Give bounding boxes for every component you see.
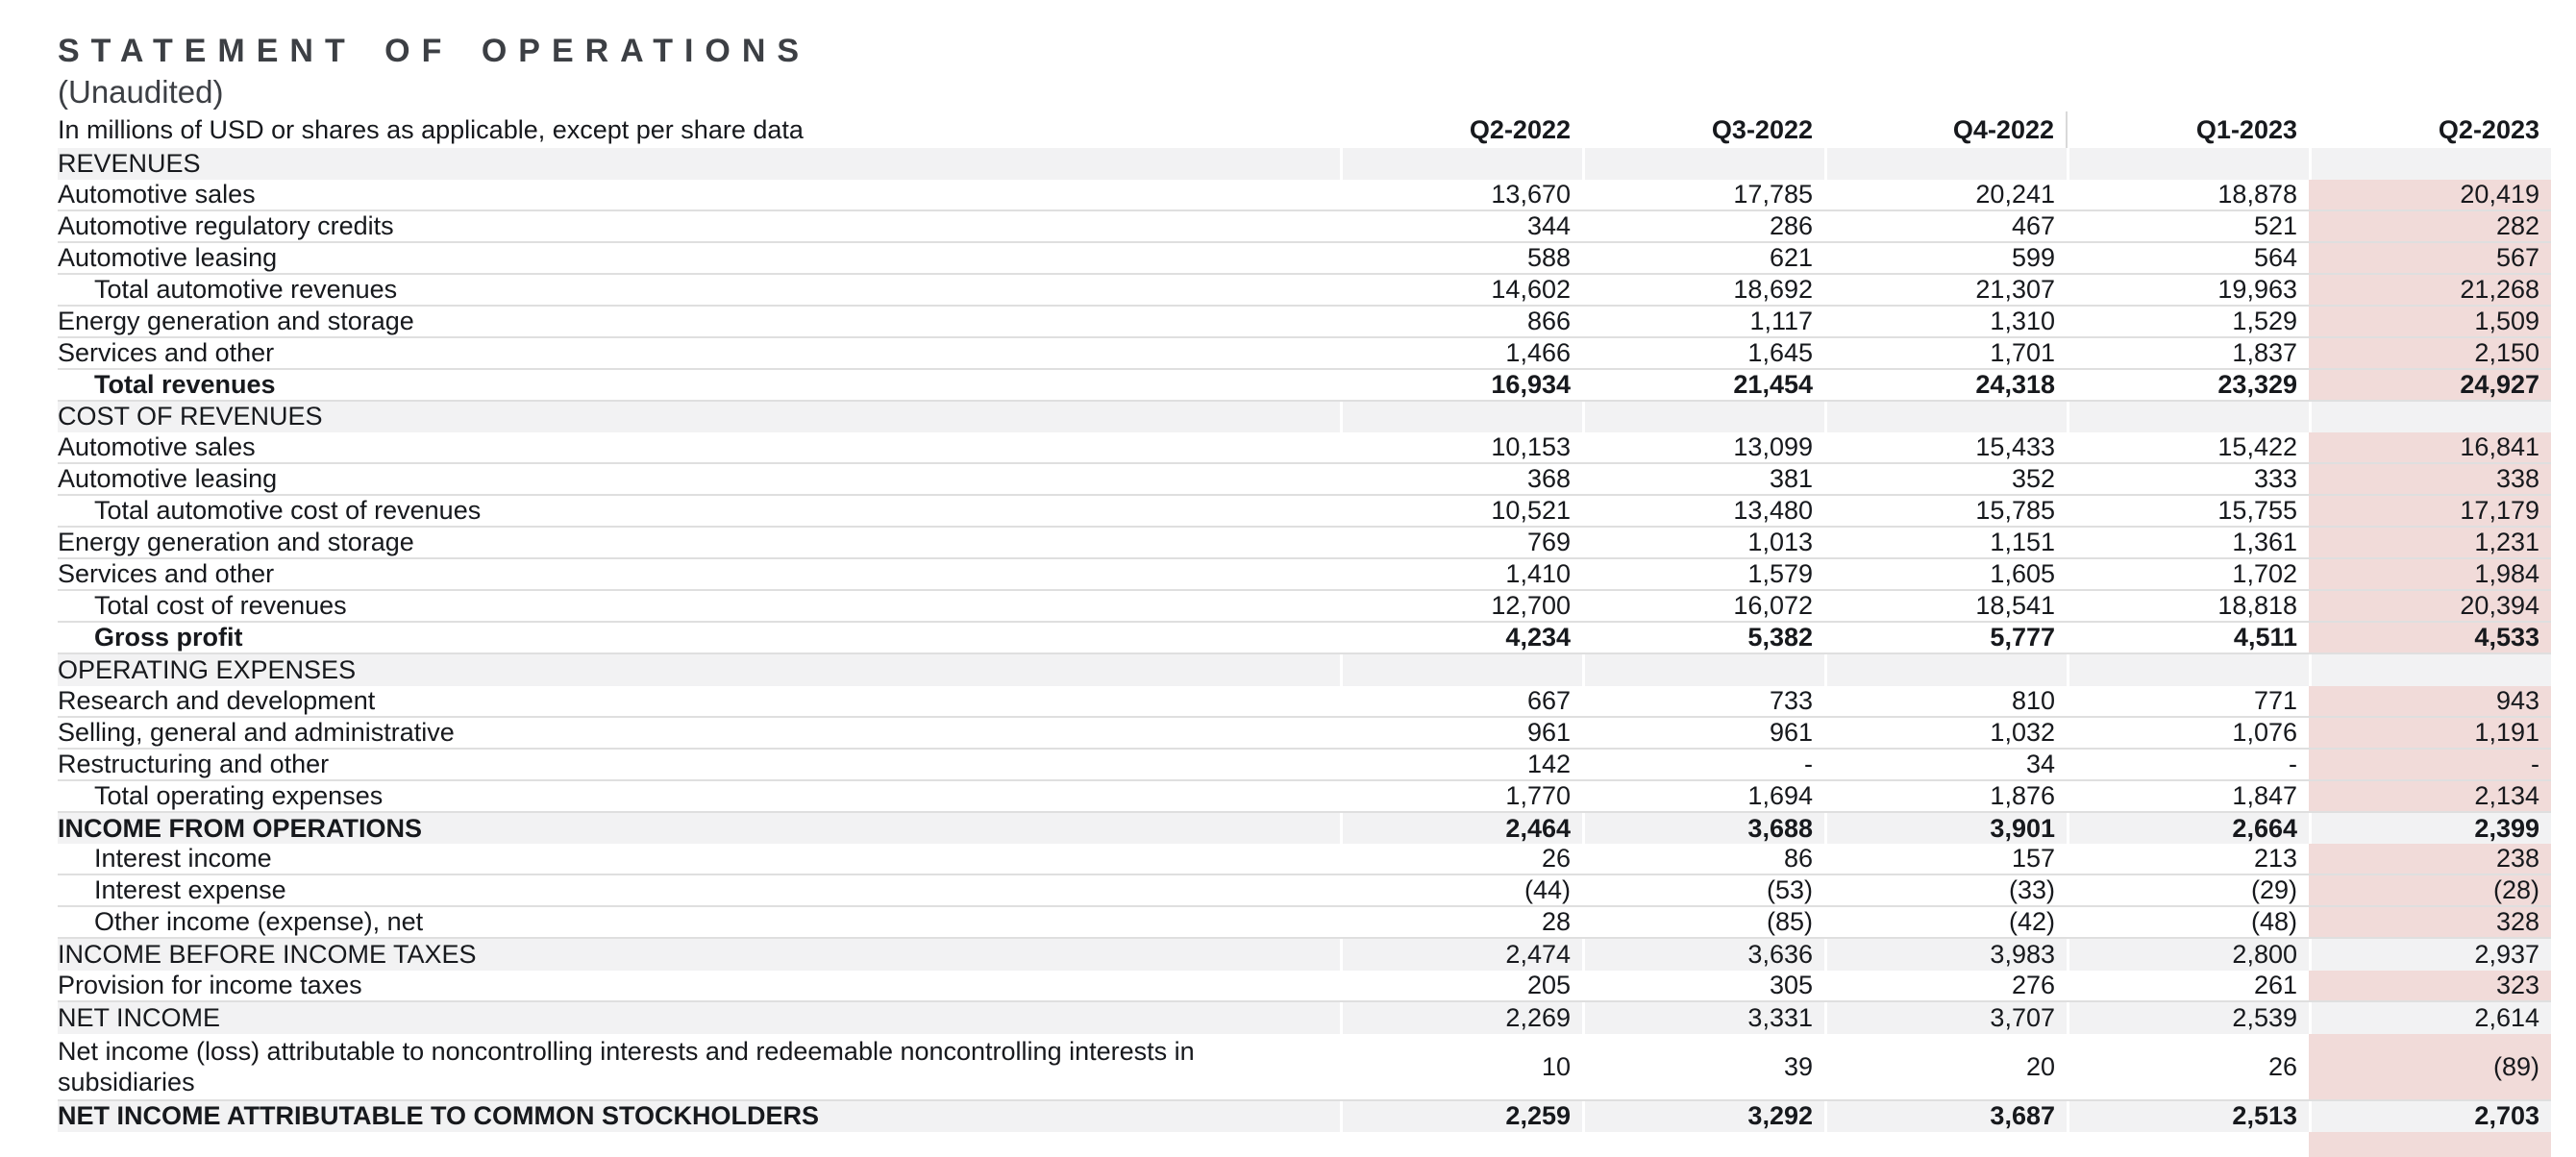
cell-value: 2,800 — [2067, 938, 2309, 971]
cell-value: 381 — [1582, 463, 1824, 495]
cell-value: 1,466 — [1340, 337, 1582, 369]
cell-value-highlighted: 323 — [2309, 971, 2551, 1001]
row-label: Automotive sales — [58, 180, 1340, 210]
section-label: COST OF REVENUES — [58, 401, 1340, 433]
cell-value-highlighted: (89) — [2309, 1034, 2551, 1100]
table-row — [58, 874, 2551, 906]
highlight-column-overflow-row — [58, 1132, 2551, 1157]
cell-value-highlighted: 2,134 — [2309, 780, 2551, 812]
page-title: STATEMENT OF OPERATIONS — [58, 33, 811, 69]
cell-value-highlighted: 20,394 — [2309, 590, 2551, 622]
cell-value: (42) — [1824, 906, 2067, 938]
row-label: Automotive regulatory credits — [58, 210, 1340, 242]
cell-value-highlighted: 2,399 — [2309, 812, 2551, 845]
row-label: Gross profit — [58, 622, 1340, 653]
cell-value: 1,361 — [2067, 527, 2309, 558]
cell-value: 1,151 — [1824, 527, 2067, 558]
section-label: NET INCOME — [58, 1001, 1340, 1034]
unit-note: In millions of USD or shares as applicable, except per share data — [58, 114, 804, 144]
table-row — [58, 527, 2551, 558]
table-row — [58, 558, 2551, 590]
cell-value — [1340, 401, 1582, 433]
cell-value-highlighted: 1,191 — [2309, 717, 2551, 749]
cell-value: 157 — [1824, 844, 2067, 874]
cell-value: 368 — [1340, 463, 1582, 495]
row-label: Total automotive revenues — [58, 274, 1340, 306]
cell-value: 13,480 — [1582, 495, 1824, 527]
cell-value: 1,694 — [1582, 780, 1824, 812]
cell-value: 2,513 — [2067, 1100, 2309, 1133]
cell-value: (44) — [1340, 874, 1582, 906]
cell-value: 1,876 — [1824, 780, 2067, 812]
cell-value — [1824, 148, 2067, 180]
cell-value-highlighted: 2,150 — [2309, 337, 2551, 369]
cell-value: 3,331 — [1582, 1001, 1824, 1034]
cell-value: 588 — [1340, 242, 1582, 274]
table-row — [58, 242, 2551, 274]
cell-value: 5,777 — [1824, 622, 2067, 653]
cell-value: 1,310 — [1824, 306, 2067, 337]
empty-cell — [58, 1132, 1340, 1157]
row-label: Automotive sales — [58, 432, 1340, 463]
cell-value: 1,702 — [2067, 558, 2309, 590]
row-label: Interest expense — [58, 874, 1340, 906]
row-label: Total operating expenses — [58, 780, 1340, 812]
cell-value: 3,901 — [1824, 812, 2067, 845]
cell-value-highlighted — [2309, 148, 2551, 180]
cell-value-highlighted: - — [2309, 749, 2551, 780]
cell-value: 305 — [1582, 971, 1824, 1001]
cell-value: 18,692 — [1582, 274, 1824, 306]
cell-value-highlighted: 24,927 — [2309, 369, 2551, 401]
cell-value: 1,645 — [1582, 337, 1824, 369]
cell-value: 352 — [1824, 463, 2067, 495]
cell-value: 20,241 — [1824, 180, 2067, 210]
table-row — [58, 210, 2551, 242]
section-label: INCOME BEFORE INCOME TAXES — [58, 938, 1340, 971]
cell-value: 733 — [1582, 686, 1824, 717]
cell-value-highlighted: 282 — [2309, 210, 2551, 242]
cell-value-highlighted: 17,179 — [2309, 495, 2551, 527]
cell-value: 15,422 — [2067, 432, 2309, 463]
cell-value: 2,259 — [1340, 1100, 1582, 1133]
section-band-row — [58, 1001, 2551, 1034]
cell-value: - — [1582, 749, 1824, 780]
section-band-row — [58, 401, 2551, 433]
cell-value: 2,474 — [1340, 938, 1582, 971]
cell-value: 10 — [1340, 1034, 1582, 1100]
cell-value: (85) — [1582, 906, 1824, 938]
cell-value-highlighted: 16,841 — [2309, 432, 2551, 463]
cell-value: 769 — [1340, 527, 1582, 558]
cell-value: 86 — [1582, 844, 1824, 874]
cell-value — [2067, 653, 2309, 686]
cell-value: 18,818 — [2067, 590, 2309, 622]
cell-value-highlighted: 2,937 — [2309, 938, 2551, 971]
cell-value: 15,785 — [1824, 495, 2067, 527]
header-row — [58, 111, 2551, 148]
cell-value-highlighted: 567 — [2309, 242, 2551, 274]
empty-cell — [2067, 1132, 2309, 1157]
section-band-row — [58, 1100, 2551, 1133]
table-row — [58, 906, 2551, 938]
cell-value: (33) — [1824, 874, 2067, 906]
cell-value-highlighted: 1,984 — [2309, 558, 2551, 590]
cell-value: 4,234 — [1340, 622, 1582, 653]
cell-value: 142 — [1340, 749, 1582, 780]
table-row — [58, 463, 2551, 495]
cell-value — [2067, 148, 2309, 180]
cell-value: 12,700 — [1340, 590, 1582, 622]
section-label: NET INCOME ATTRIBUTABLE TO COMMON STOCKHOLDERS — [58, 1100, 1340, 1133]
cell-value: 15,433 — [1824, 432, 2067, 463]
section-band-row — [58, 148, 2551, 180]
row-label: Energy generation and storage — [58, 306, 1340, 337]
row-label: Total automotive cost of revenues — [58, 495, 1340, 527]
row-label: Research and development — [58, 686, 1340, 717]
cell-value: 16,934 — [1340, 369, 1582, 401]
cell-value: 19,963 — [2067, 274, 2309, 306]
cell-value: 1,701 — [1824, 337, 2067, 369]
row-label: Total cost of revenues — [58, 590, 1340, 622]
cell-value: 10,153 — [1340, 432, 1582, 463]
cell-value-highlighted: 1,509 — [2309, 306, 2551, 337]
table-row — [58, 686, 2551, 717]
cell-value: 17,785 — [1582, 180, 1824, 210]
cell-value: 1,076 — [2067, 717, 2309, 749]
table-row — [58, 369, 2551, 401]
cell-value: (29) — [2067, 874, 2309, 906]
table-row — [58, 780, 2551, 812]
cell-value: 10,521 — [1340, 495, 1582, 527]
row-label: Total revenues — [58, 369, 1340, 401]
row-label: Services and other — [58, 558, 1340, 590]
row-label: Energy generation and storage — [58, 527, 1340, 558]
cell-value: 2,664 — [2067, 812, 2309, 845]
cell-value: 13,670 — [1340, 180, 1582, 210]
cell-value: 1,847 — [2067, 780, 2309, 812]
cell-value-highlighted: 338 — [2309, 463, 2551, 495]
section-band-row — [58, 938, 2551, 971]
cell-value: 21,307 — [1824, 274, 2067, 306]
cell-value: 16,072 — [1582, 590, 1824, 622]
cell-value-highlighted: 20,419 — [2309, 180, 2551, 210]
empty-cell — [1582, 1132, 1824, 1157]
cell-value: 1,579 — [1582, 558, 1824, 590]
cell-value: 2,269 — [1340, 1001, 1582, 1034]
row-label: Automotive leasing — [58, 463, 1340, 495]
cell-value-highlighted: 4,533 — [2309, 622, 2551, 653]
column-header-q2-2022: Q2-2022 — [1469, 114, 1571, 144]
table-row — [58, 590, 2551, 622]
cell-value — [1582, 148, 1824, 180]
highlight-column-overflow — [2309, 1132, 2551, 1157]
cell-value: 771 — [2067, 686, 2309, 717]
cell-value: 14,602 — [1340, 274, 1582, 306]
section-label: OPERATING EXPENSES — [58, 653, 1340, 686]
row-label: Restructuring and other — [58, 749, 1340, 780]
cell-value: (53) — [1582, 874, 1824, 906]
cell-value — [1582, 653, 1824, 686]
cell-value: 667 — [1340, 686, 1582, 717]
cell-value: 599 — [1824, 242, 2067, 274]
cell-value: 344 — [1340, 210, 1582, 242]
table-row — [58, 717, 2551, 749]
empty-cell — [1824, 1132, 2067, 1157]
cell-value: 3,636 — [1582, 938, 1824, 971]
table-row — [58, 749, 2551, 780]
empty-cell — [1340, 1132, 1582, 1157]
cell-value: 1,013 — [1582, 527, 1824, 558]
section-label: INCOME FROM OPERATIONS — [58, 812, 1340, 845]
cell-value — [1824, 653, 2067, 686]
table-row — [58, 1034, 2551, 1100]
cell-value — [1582, 401, 1824, 433]
cell-value: 28 — [1340, 906, 1582, 938]
cell-value: 1,529 — [2067, 306, 2309, 337]
table-row — [58, 306, 2551, 337]
column-header-q2-2023: Q2-2023 — [2438, 114, 2539, 144]
table-row — [58, 432, 2551, 463]
cell-value: 5,382 — [1582, 622, 1824, 653]
cell-value: 18,878 — [2067, 180, 2309, 210]
cell-value: 1,770 — [1340, 780, 1582, 812]
cell-value: 1,837 — [2067, 337, 2309, 369]
table-row — [58, 274, 2551, 306]
section-band-row — [58, 653, 2551, 686]
cell-value: 20 — [1824, 1034, 2067, 1100]
cell-value: 34 — [1824, 749, 2067, 780]
table-row — [58, 180, 2551, 210]
statement-table — [58, 111, 2551, 1157]
cell-value: 23,329 — [2067, 369, 2309, 401]
table-row — [58, 844, 2551, 874]
cell-value: 213 — [2067, 844, 2309, 874]
cell-value: 205 — [1340, 971, 1582, 1001]
cell-value: 961 — [1582, 717, 1824, 749]
cell-value: 18,541 — [1824, 590, 2067, 622]
column-header-q3-2022: Q3-2022 — [1711, 114, 1813, 144]
cell-value: 1,032 — [1824, 717, 2067, 749]
cell-value — [1824, 401, 2067, 433]
cell-value: 1,605 — [1824, 558, 2067, 590]
cell-value: - — [2067, 749, 2309, 780]
table-row — [58, 337, 2551, 369]
cell-value: 467 — [1824, 210, 2067, 242]
cell-value-highlighted — [2309, 401, 2551, 433]
row-label: Interest income — [58, 844, 1340, 874]
cell-value-highlighted: 21,268 — [2309, 274, 2551, 306]
page-subtitle: (Unaudited) — [58, 74, 224, 110]
cell-value-highlighted: 1,231 — [2309, 527, 2551, 558]
cell-value: 286 — [1582, 210, 1824, 242]
cell-value: 621 — [1582, 242, 1824, 274]
cell-value: 333 — [2067, 463, 2309, 495]
cell-value: 26 — [1340, 844, 1582, 874]
cell-value — [1340, 653, 1582, 686]
cell-value: 564 — [2067, 242, 2309, 274]
cell-value: 26 — [2067, 1034, 2309, 1100]
cell-value: 13,099 — [1582, 432, 1824, 463]
cell-value: 276 — [1824, 971, 2067, 1001]
row-label: Provision for income taxes — [58, 971, 1340, 1001]
cell-value: 961 — [1340, 717, 1582, 749]
cell-value: 3,983 — [1824, 938, 2067, 971]
cell-value-highlighted: 2,703 — [2309, 1100, 2551, 1133]
cell-value-highlighted: 328 — [2309, 906, 2551, 938]
cell-value: 24,318 — [1824, 369, 2067, 401]
cell-value: 3,292 — [1582, 1100, 1824, 1133]
cell-value-highlighted: (28) — [2309, 874, 2551, 906]
table-row — [58, 971, 2551, 1001]
cell-value — [2067, 401, 2309, 433]
cell-value-highlighted: 238 — [2309, 844, 2551, 874]
table-row — [58, 495, 2551, 527]
cell-value: 866 — [1340, 306, 1582, 337]
row-label: Automotive leasing — [58, 242, 1340, 274]
cell-value: 4,511 — [2067, 622, 2309, 653]
cell-value: 261 — [2067, 971, 2309, 1001]
cell-value: 2,539 — [2067, 1001, 2309, 1034]
cell-value: 2,464 — [1340, 812, 1582, 845]
cell-value — [1340, 148, 1582, 180]
cell-value: 521 — [2067, 210, 2309, 242]
cell-value: 15,755 — [2067, 495, 2309, 527]
row-label: Services and other — [58, 337, 1340, 369]
section-band-row — [58, 812, 2551, 845]
cell-value: 810 — [1824, 686, 2067, 717]
cell-value-highlighted — [2309, 653, 2551, 686]
column-header-q4-2022: Q4-2022 — [1952, 114, 2054, 144]
cell-value: 1,117 — [1582, 306, 1824, 337]
row-label: Other income (expense), net — [58, 906, 1340, 938]
cell-value: 21,454 — [1582, 369, 1824, 401]
cell-value-highlighted: 943 — [2309, 686, 2551, 717]
cell-value: 3,687 — [1824, 1100, 2067, 1133]
column-header-q1-2023: Q1-2023 — [2067, 111, 2309, 148]
cell-value: 39 — [1582, 1034, 1824, 1100]
cell-value-highlighted: 2,614 — [2309, 1001, 2551, 1034]
cell-value: 1,410 — [1340, 558, 1582, 590]
table-row — [58, 622, 2551, 653]
row-label: Selling, general and administrative — [58, 717, 1340, 749]
row-label: Net income (loss) attributable to noncontrolling interests and redeemable noncontrolling interests in subsidiaries — [58, 1034, 1340, 1100]
cell-value: 3,707 — [1824, 1001, 2067, 1034]
section-label: REVENUES — [58, 148, 1340, 180]
cell-value: (48) — [2067, 906, 2309, 938]
cell-value: 3,688 — [1582, 812, 1824, 845]
